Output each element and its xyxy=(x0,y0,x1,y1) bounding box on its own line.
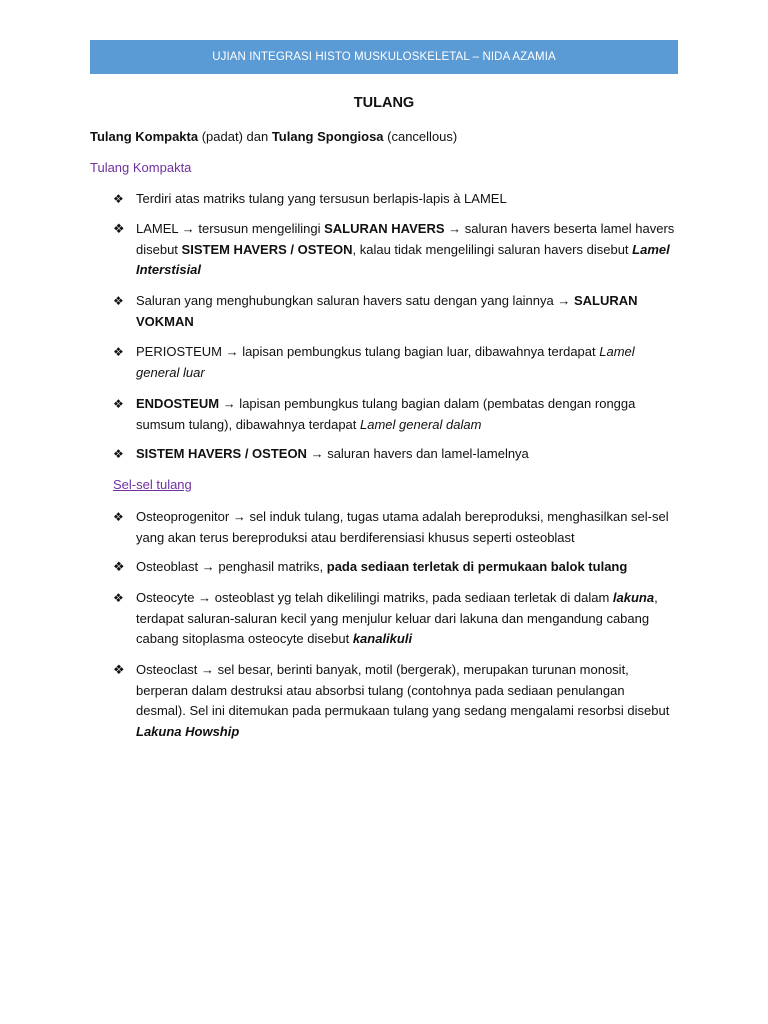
item-text: tersusun mengelilingi xyxy=(194,221,325,236)
list-item xyxy=(136,660,676,742)
list-item xyxy=(136,189,676,210)
intro-text: (padat) dan xyxy=(198,129,272,144)
bullet-icon: ❖ xyxy=(113,294,124,308)
item-term: SALURAN VOKMAN xyxy=(136,293,638,329)
item-term: SISTEM HAVERS / OSTEON xyxy=(181,241,353,257)
item-text: Osteoprogenitor xyxy=(136,509,233,524)
section-heading-kompakta: Tulang Kompakta xyxy=(90,160,192,175)
item-text: penghasil matriks, xyxy=(214,559,327,574)
item-term: Lamel general luar xyxy=(136,344,635,380)
list-item xyxy=(136,219,676,281)
item-text: osteoblast yg telah dikelilingi matriks, pada sediaan terletak di dalam xyxy=(211,590,613,605)
arrow-icon: → xyxy=(232,509,246,524)
list-item xyxy=(136,557,676,578)
item-term: Lamel Interstisial xyxy=(136,241,670,277)
intro-term-spongiosa: Tulang Spongiosa xyxy=(271,129,384,144)
list-item xyxy=(136,588,676,650)
list-item xyxy=(136,291,676,332)
item-term: kanalikuli xyxy=(352,631,413,646)
item-text: sel besar, berinti banyak, motil (bergerak), merupakan turunan monosit, berperan dalam destruksi atau absorbsi tulang (contohnya pada sediaan penulangan desmal). Sel ini ditemukan pada permukaan tulang yang sedang mengalami resorbsi disebut xyxy=(136,662,670,718)
bullet-icon: ❖ xyxy=(113,397,124,411)
arrow-icon: → xyxy=(448,221,462,236)
page-title: TULANG xyxy=(353,95,415,111)
item-text: Osteoblast xyxy=(136,559,202,574)
item-term: lakuna xyxy=(612,590,655,605)
intro-line xyxy=(90,127,457,147)
list-item xyxy=(136,444,676,465)
arrow-icon: → xyxy=(181,221,195,236)
bullet-icon: ❖ xyxy=(113,345,124,359)
arrow-icon: → xyxy=(310,446,324,461)
bullet-icon: ❖ xyxy=(113,192,124,206)
arrow-icon: → xyxy=(198,590,212,605)
item-term: pada sediaan terletak di permukaan balok tulang xyxy=(326,559,628,574)
item-text: lapisan pembungkus tulang bagian luar, dibawahnya terdapat xyxy=(238,344,600,359)
bullet-icon: ❖ xyxy=(113,591,124,605)
item-term: SISTEM HAVERS / OSTEON xyxy=(136,446,307,461)
item-text: Terdiri atas matriks tulang yang tersusun berlapis-lapis à LAMEL xyxy=(136,191,507,206)
item-text: Saluran yang menghubungkan saluran havers satu dengan yang lainnya xyxy=(136,293,558,308)
item-text: lapisan pembungkus tulang bagian dalam (pembatas dengan rongga sumsum tulang), dibawahnya terdapat xyxy=(136,396,636,432)
item-text: LAMEL xyxy=(136,221,182,236)
bullet-icon: ❖ xyxy=(113,559,125,574)
arrow-icon: → xyxy=(201,559,215,574)
item-text: , terdapat saluran-saluran kecil yang menjulur keluar dari lakuna dan mengandung cabang cabang sitoplasma osteocyte disebut xyxy=(136,590,658,646)
item-text: sel induk tulang, tugas utama adalah bereproduksi, menghasilkan sel-sel yang akan terus bereproduksi atau berdiferensiasi khusus seperti osteoblast xyxy=(136,509,669,545)
item-text: , kalau tidak mengelilingi saluran havers disebut xyxy=(352,241,633,257)
bullet-icon: ❖ xyxy=(113,510,124,524)
intro-term-kompakta: Tulang Kompakta xyxy=(90,129,199,144)
item-text: Osteoclast xyxy=(136,662,202,677)
item-term: Lamel general dalam xyxy=(360,416,482,432)
item-term: SALURAN HAVERS xyxy=(324,221,445,236)
intro-text-end: (cancellous) xyxy=(383,129,458,144)
arrow-icon: → xyxy=(557,293,571,308)
arrow-icon: → xyxy=(222,396,236,411)
header-banner xyxy=(90,40,678,74)
banner-text: UJIAN INTEGRASI HISTO MUSKULOSKELETAL – NIDA AZAMIA xyxy=(212,51,556,63)
item-text: Osteocyte xyxy=(136,590,199,605)
item-text: saluran havers dan lamel-lamelnya xyxy=(323,446,529,461)
bullet-icon: ❖ xyxy=(113,447,124,461)
bullet-icon: ❖ xyxy=(113,221,125,236)
arrow-icon: → xyxy=(225,344,239,359)
list-item xyxy=(136,507,676,548)
bullet-icon: ❖ xyxy=(113,662,125,677)
list-item xyxy=(136,342,676,383)
section-heading-sel-tulang: Sel-sel tulang xyxy=(113,477,192,492)
item-term: ENDOSTEUM xyxy=(136,396,220,411)
list-item xyxy=(136,394,676,435)
item-term: Lakuna Howship xyxy=(136,723,240,739)
arrow-icon: → xyxy=(201,662,215,677)
item-text: saluran havers beserta lamel havers disebut xyxy=(136,221,675,257)
item-text: PERIOSTEUM xyxy=(136,344,226,359)
